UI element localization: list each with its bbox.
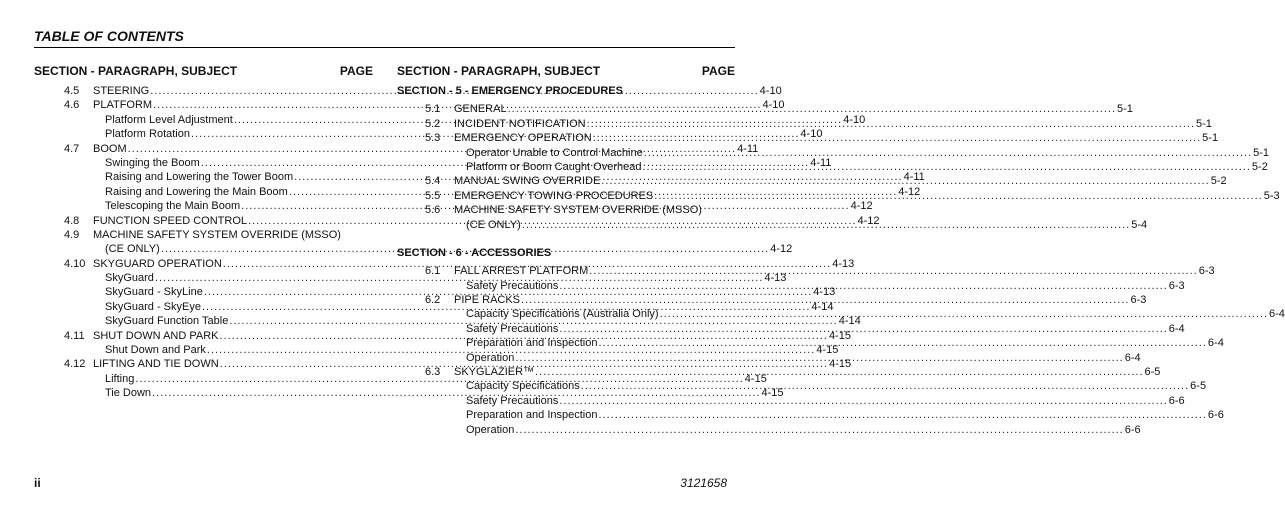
toc-entry-title: Shut Down and Park	[105, 344, 206, 357]
dot-leader	[642, 160, 1250, 174]
toc-entry-title: Operator Unable to Control Machine	[466, 146, 643, 159]
toc-entry-number: 4.5	[64, 85, 80, 97]
toc-entry-title: SKYGUARD OPERATION	[93, 257, 222, 270]
toc-entry-title: Safety Precautions	[466, 394, 559, 407]
toc-entry-number: 5.6	[425, 204, 441, 217]
dot-leader	[535, 365, 1143, 379]
toc-entry-page: 6-4	[1168, 322, 1185, 335]
toc-entry-page: 4-10	[759, 85, 782, 97]
right-page-label: PAGE	[701, 64, 735, 78]
toc-entry-page: 4-13	[813, 286, 836, 299]
toc-entry-page: 4-13	[764, 272, 787, 285]
toc-entry-title: Preparation and Inspection	[466, 409, 598, 422]
toc-entry-title: SkyGuard	[105, 272, 154, 285]
toc-entry-title: (CE ONLY)	[105, 243, 160, 256]
toc-entry-page: 5-2	[1251, 160, 1268, 173]
toc-entry-number: 4.11	[64, 329, 85, 342]
toc-entry-page: 4-11	[903, 171, 925, 184]
toc-entry-title: Safety Precautions	[466, 279, 559, 292]
dot-leader	[521, 293, 1129, 307]
toc-entry[interactable]	[397, 408, 1224, 422]
right-column-heading: SECTION - PARAGRAPH, SUBJECT	[397, 64, 601, 78]
dot-leader	[598, 336, 1206, 350]
dot-leader	[589, 264, 1197, 278]
toc-entry-title: EMERGENCY TOWING PROCEDURES	[454, 189, 654, 202]
dot-leader	[581, 379, 1189, 393]
toc-entry-page: 4-15	[816, 344, 839, 357]
dot-leader	[644, 146, 1252, 160]
page-title: TABLE OF CONTENTS	[34, 28, 184, 44]
toc-entry-page: 4-14	[811, 300, 834, 313]
toc-entry-title: Telescoping the Main Boom	[105, 200, 241, 213]
toc-entry-title: SkyGuard - SkyLine	[105, 286, 203, 299]
toc-entry-page: 6-3	[1130, 294, 1147, 307]
toc-entry-title: Platform Rotation	[105, 128, 190, 141]
toc-entry-number: 6.3	[425, 366, 441, 379]
dot-leader	[522, 218, 1130, 232]
toc-entry-title: (CE ONLY)	[466, 218, 521, 231]
dot-leader	[508, 102, 1116, 116]
toc-entry-page: 4-15	[829, 358, 852, 371]
toc-entry-page: 6-4	[1269, 308, 1285, 321]
toc-entry-page: 4-12	[770, 243, 793, 256]
toc-entry-number: 5.4	[425, 175, 441, 188]
toc-entry[interactable]	[397, 336, 1224, 350]
toc-entry-page: 6-6	[1207, 409, 1224, 422]
toc-entry-page: 6-4	[1207, 337, 1224, 350]
left-column-header	[34, 64, 373, 78]
toc-entry-title: BOOM	[93, 142, 127, 155]
toc-entry-page: 5-2	[1210, 175, 1227, 188]
dot-leader	[593, 131, 1201, 145]
toc-entry-title: SkyGuard Function Table	[105, 315, 229, 328]
toc-entry-page: 4-14	[838, 315, 861, 328]
toc-entry-title: Preparation and Inspection	[466, 337, 598, 350]
toc-entry-page: 4-10	[762, 99, 785, 112]
toc-entry-page: 4-12	[857, 214, 880, 227]
toc-entry-page: 6-6	[1168, 394, 1185, 407]
toc-entry-title: STEERING	[93, 85, 150, 97]
toc-entry-title: SHUT DOWN AND PARK	[93, 329, 219, 342]
toc-entry-page: 4-10	[843, 113, 866, 126]
toc-entry-page: 6-3	[1198, 265, 1215, 278]
dot-leader	[660, 307, 1268, 321]
toc-entry-title: Raising and Lowering the Tower Boom	[105, 171, 294, 184]
dot-leader	[601, 174, 1209, 188]
dot-leader	[587, 117, 1195, 131]
title-rule	[34, 47, 735, 48]
toc-entry-page: 4-15	[761, 387, 784, 400]
toc-entry[interactable]	[34, 228, 373, 242]
toc-entry[interactable]	[397, 379, 1207, 393]
toc-entry-title: EMERGENCY OPERATION	[454, 132, 592, 145]
toc-entry-number: 4.12	[64, 358, 86, 371]
toc-entry-title: PLATFORM	[93, 99, 153, 112]
toc-entry-number: 5.5	[425, 189, 441, 202]
toc-entry-title: Operation	[466, 351, 515, 364]
toc-entry-page: 4-15	[828, 329, 851, 342]
toc-entry-title: FALL ARREST PLATFORM	[454, 265, 589, 278]
dot-leader	[559, 322, 1167, 336]
toc-entry-page: 5-1	[1253, 146, 1270, 159]
toc-entry-number: 5.1	[425, 103, 441, 116]
toc-entry-title: Lifting	[105, 372, 135, 385]
toc-entry-title: Tie Down	[105, 387, 152, 400]
toc-entry[interactable]	[34, 329, 851, 343]
toc-entry-title: MANUAL SWING OVERRIDE	[454, 175, 601, 188]
left-column-heading: SECTION - PARAGRAPH, SUBJECT	[34, 64, 238, 78]
toc-entry-title: SKYGLAZIER™	[454, 366, 535, 379]
toc-entry-number: 4.6	[64, 99, 80, 112]
toc-entry-title: FUNCTION SPEED CONTROL	[93, 214, 248, 227]
toc-entry[interactable]	[397, 307, 1285, 321]
toc-entry-page: 6-5	[1144, 366, 1161, 379]
toc-entry-title: Operation	[466, 423, 515, 436]
toc-entry-page: 4-12	[898, 185, 921, 198]
dot-leader	[515, 351, 1123, 365]
toc-entry-title: MACHINE SAFETY SYSTEM OVERRIDE (MSSO)	[93, 228, 341, 241]
toc-entry-title: Safety Precautions	[466, 322, 559, 335]
section-gap	[397, 232, 735, 246]
section-6-title: SECTION - 6 - ACCESSORIES	[397, 246, 552, 259]
toc-entry-title: LIFTING AND TIE DOWN	[93, 358, 219, 371]
toc-entry-number: 5.2	[425, 117, 441, 130]
toc-entry[interactable]	[397, 394, 1185, 408]
toc-entry-number: 5.3	[425, 132, 441, 145]
toc-entry-page: 5-1	[1196, 117, 1212, 130]
toc-entry-title: GENERAL	[454, 103, 507, 116]
toc-entry-title: Raising and Lowering the Main Boom	[105, 185, 288, 198]
toc-entry-title: Capacity Specifications	[466, 380, 580, 393]
toc-entry[interactable]	[34, 257, 855, 271]
toc-entry-title: INCIDENT NOTIFICATION	[454, 117, 586, 130]
toc-entry-page: 5-1	[1117, 103, 1133, 116]
toc-entry-page: 5-4	[1131, 218, 1148, 231]
dot-leader	[598, 408, 1206, 422]
toc-entry-page: 5-3	[1263, 189, 1280, 202]
toc-entry-title: SkyGuard - SkyEye	[105, 300, 201, 313]
toc-entry-page: 4-12	[850, 200, 873, 213]
toc-entry-page: 4-11	[810, 156, 832, 169]
toc-entry-page: 5-1	[1202, 132, 1219, 145]
dot-leader	[654, 189, 1262, 203]
toc-entry-page: 6-3	[1168, 279, 1185, 292]
dot-leader	[559, 394, 1167, 408]
toc-entry-number: 6.2	[425, 294, 441, 307]
toc-entry-title: Platform Level Adjustment	[105, 113, 233, 126]
toc-entry-page: 4-11	[737, 142, 759, 155]
toc-entry-page: 6-4	[1124, 351, 1141, 364]
toc-entry-number: 6.1	[425, 265, 441, 278]
toc-entry-title: PIPE RACKS	[454, 294, 521, 307]
toc-entry-title: Swinging the Boom	[105, 156, 200, 169]
toc-entry-page: 4-10	[800, 128, 823, 141]
section-5-title: SECTION - 5 - EMERGENCY PROCEDURES	[397, 85, 623, 97]
dot-leader	[515, 423, 1123, 437]
toc-entry-page: 4-15	[744, 372, 767, 385]
toc-entry-number: 4.10	[64, 257, 86, 270]
footer-page-number: ii	[34, 476, 41, 490]
left-page-label: PAGE	[339, 64, 373, 78]
toc-entry[interactable]	[397, 203, 735, 217]
right-column-header	[397, 64, 735, 78]
toc-entry-title: Capacity Specifications (Australia Only)	[466, 308, 659, 321]
toc-entry-number: 4.9	[64, 228, 80, 241]
toc-entry-page: 6-6	[1124, 423, 1141, 436]
toc-entry-title: MACHINE SAFETY SYSTEM OVERRIDE (MSSO)	[454, 204, 702, 217]
toc-entry[interactable]	[397, 423, 1141, 437]
footer-doc-number: 3121658	[680, 476, 727, 490]
dot-leader	[559, 279, 1167, 293]
toc-entry-page: 4-13	[832, 257, 855, 270]
toc-entry-title: Platform or Boom Caught Overhead	[466, 160, 642, 173]
toc-entry-page: 6-5	[1190, 380, 1207, 393]
toc-entry[interactable]	[397, 264, 1215, 278]
toc-entry-number: 4.8	[64, 214, 80, 227]
toc-entry-number: 4.7	[64, 142, 80, 155]
